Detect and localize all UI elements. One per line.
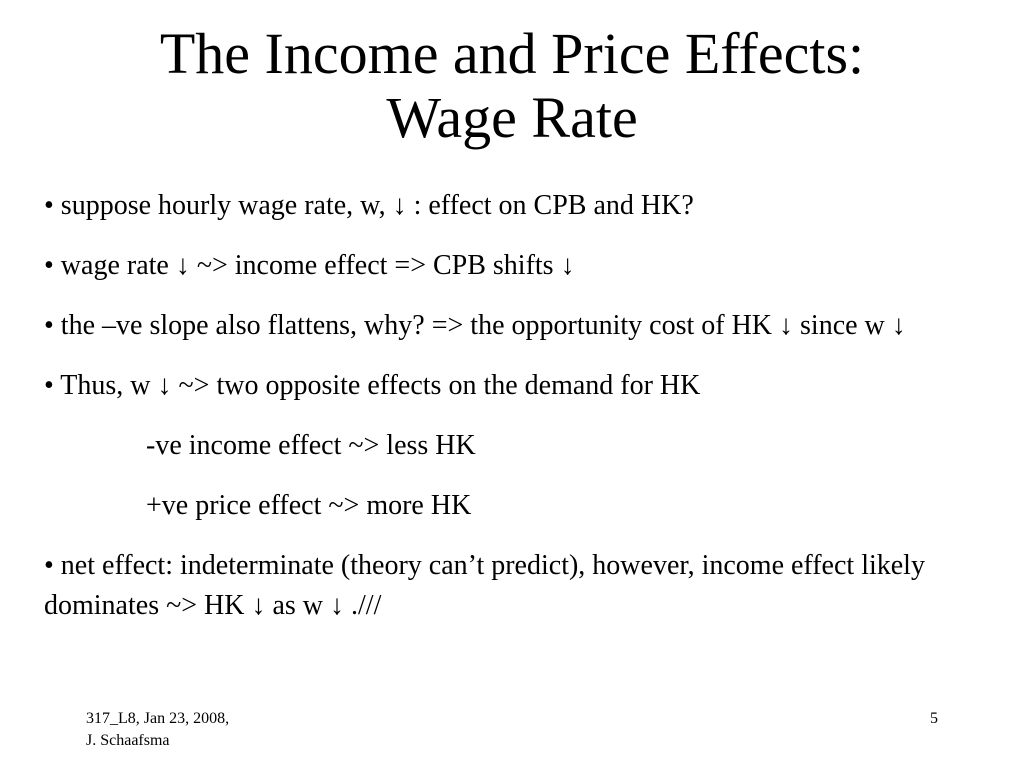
bullet-wage-rate-drop: • suppose hourly wage rate, w, ↓ : effect on CPB and HK? — [44, 190, 694, 221]
bullet-slope-flattens: • the –ve slope also flattens, why? => the opportunity cost of HK ↓ since w ↓ — [44, 310, 906, 341]
footer-line-2: J. Schaafsma — [86, 732, 170, 749]
page-number: 5 — [930, 710, 938, 727]
sub-item-price-effect: +ve price effect ~> more HK — [146, 490, 472, 521]
bullet-opposite-effects: • Thus, w ↓ ~> two opposite effects on the demand for HK — [44, 370, 701, 401]
footer-line-1: 317_L8, Jan 23, 2008, — [86, 710, 230, 727]
slide-body — [44, 186, 994, 646]
bullet-net-effect: • net effect: indeterminate (theory can’t predict), however, income effect likely dominates ~> HK ↓ as w ↓ ./// — [44, 550, 925, 621]
footer-info — [86, 708, 229, 752]
slide-title — [0, 22, 1024, 150]
sub-item-income-effect: -ve income effect ~> less HK — [146, 430, 476, 461]
title-line-1: The Income and Price Effects: — [159, 21, 865, 86]
bullet-income-effect: • wage rate ↓ ~> income effect => CPB shifts ↓ — [44, 250, 575, 281]
title-line-2: Wage Rate — [386, 85, 638, 150]
